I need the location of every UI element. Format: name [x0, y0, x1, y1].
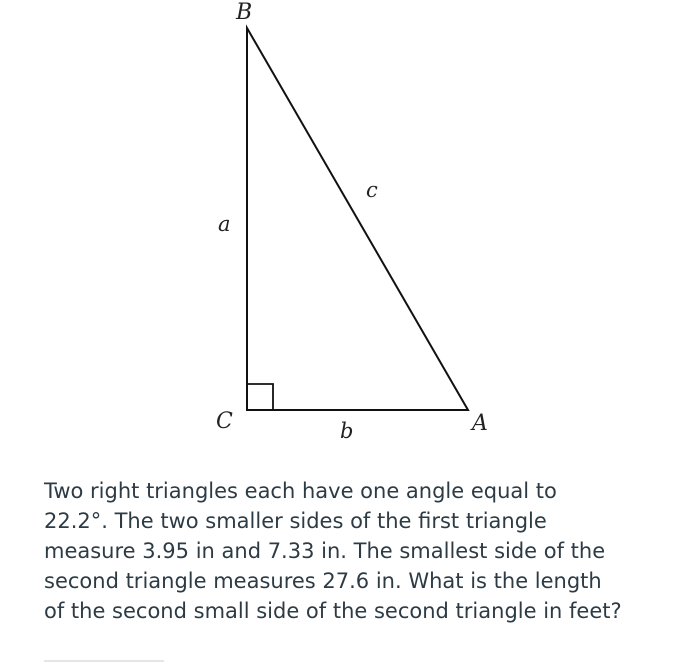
- side-label-c: c: [366, 178, 378, 202]
- side-label-b: b: [340, 419, 354, 443]
- problem-line: second triangle measures 27.6 in. What is the length: [44, 569, 602, 593]
- problem-line: measure 3.95 in and 7.33 in. The smallest side of the: [44, 539, 606, 563]
- vertex-label-b: B: [236, 0, 253, 25]
- vertex-label-c: C: [216, 409, 233, 434]
- triangle-outline: [247, 28, 468, 410]
- side-label-a: a: [218, 212, 231, 236]
- problem-line: of the second small side of the second triangle in feet?: [44, 599, 622, 623]
- problem-text: [44, 476, 664, 626]
- problem-line: 22.2°. The two smaller sides of the first triangle: [44, 509, 547, 533]
- vertex-label-a: A: [472, 411, 488, 436]
- problem-line: Two right triangles each have one angle equal to: [44, 479, 557, 503]
- right-angle-marker: [247, 384, 273, 410]
- divider: [44, 660, 164, 662]
